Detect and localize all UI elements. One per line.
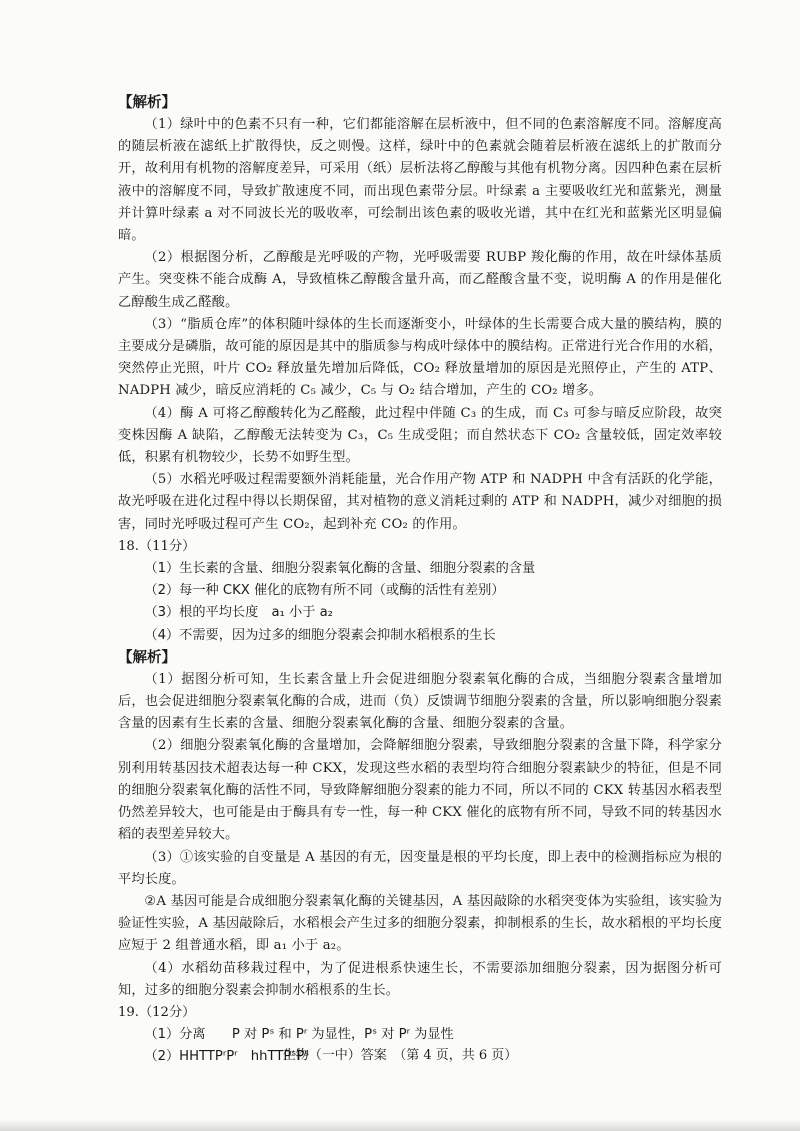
q18-analysis-paragraph-4: ②A 基因可能是合成细胞分裂素氧化酶的关键基因，A 基因敲除的水稻突变体为实验组，该实验为验证性实验，A 基因敲除后，水稻根会产生过多的细胞分裂素，抑制根系的生长，故水稻根的平均长度应短于 2 组普通水稻，即 a₁ 小于 a₂。 — [118, 893, 722, 954]
scan-edge-shadow — [0, 1119, 800, 1131]
analysis-heading: 【解析】 — [118, 95, 176, 111]
q18-answer-2: （2）每一种 CKX 催化的底物有所不同（或酶的活性有差别） — [144, 583, 505, 599]
analysis-paragraph-2: （2）根据图分析，乙醇酸是光呼吸的产物，光呼吸需要 RUBP 羧化酶的作用，故在叶绿体基质产生。突变株不能合成酶 A，导致植株乙醇酸含量升高，而乙醛酸含量不变，说明酶 A 的作用是催化乙醇酸生成乙醛酸。 — [118, 250, 722, 310]
q19-answer-1: （1）分离 P 对 Pˢ 和 Pʳ 为显性，Pˢ 对 Pʳ 为显性 — [144, 1027, 454, 1043]
q18-analysis-paragraph-3: （3）①该实验的自变量是 A 基因的有无，因变量是根的平均长度，即上表中的检测指标应为根的平均长度。 — [118, 849, 722, 887]
analysis-paragraph-1: （1）绿叶中的色素不只有一种，它们都能溶解在层析液中，但不同的色素溶解度不同。溶解度高的随层析液在滤纸上扩散得快，反之则慢。这样，绿叶中的色素就会随着层析液在滤纸上的扩散而分开，故利用有机物的溶解度差异，可采用（纸）层析法将乙醇酸与其他有机物分离。因四种色素在层析液中的溶解度不同，导致扩散速度不同，而出现色素带分层。叶绿素 a 主要吸收红光和蓝紫光，测量并计算叶绿素 a 对不同波长光的吸收率，可绘制出该色素的吸收光谱，其中在红光和蓝紫光区明显偏暗。 — [118, 117, 722, 244]
q18-analysis-heading: 【解析】 — [118, 649, 176, 666]
q18-analysis-paragraph-2: （2）细胞分裂素氧化酶的含量增加，会降解细胞分裂素，导致细胞分裂素的含量下降，科学家分别利用转基因技术超表达每一种 CKX，发现这些水稻的表型均符合细胞分裂素缺少的特征，但是不同的细胞分裂素氧化酶的活性不同，导致降解细胞分裂素的能力不同，所以不同的 CKX 转基因水稻表型仍然差异较大，也可能是由于酶具有专一性，每一种 CKX 催化的底物有所不同，导致不同的转基因水稻的表型差异较大。 — [118, 738, 722, 843]
q18-answer-3: （3）根的平均长度 a₁ 小于 a₂ — [144, 605, 333, 621]
q18-analysis-paragraph-1: （1）据图分析可知，生长素含量上升会促进细胞分裂素氧化酶的合成，当细胞分裂素含量增加后，也会促进细胞分裂素氧化酶的合成，进而（负）反馈调节细胞分裂素的含量，所以影响细胞分裂素含量的因素有生长素的含量、细胞分裂素氧化酶的含量、细胞分裂素的含量。 — [118, 671, 722, 732]
page-footer: 生物（一中）答案 （第 4 页，共 6 页） — [282, 1048, 518, 1063]
q19-answer-2: （2）HHTTPʳPʳ hhTTPˢPˢ — [144, 1049, 310, 1065]
q18-analysis-paragraph-5: （4）水稻幼苗移栽过程中，为了促进根系快速生长，不需要添加细胞分裂素，因为据图分析可知，过多的细胞分裂素会抑制水稻根系的生长。 — [118, 960, 722, 998]
question-19-number: 19.（12分） — [118, 1004, 196, 1020]
q18-answer-1: （1）生长素的含量、细胞分裂素氧化酶的含量、细胞分裂素的含量 — [144, 561, 536, 577]
analysis-paragraph-5: （5）水稻光呼吸过程需要额外消耗能量，光合作用产物 ATP 和 NADPH 中含有活跃的化学能，故光呼吸在进化过程中得以长期保留，其对植物的意义消耗过剩的 ATP 和 NADPH，减少对细胞的损害，同时光呼吸过程可产生 CO₂，起到补充 CO₂ 的作用。 — [118, 472, 722, 532]
q18-answer-4: （4）不需要，因为过多的细胞分裂素会抑制水稻根系的生长 — [144, 627, 496, 643]
question-18-number: 18.（11分） — [118, 538, 196, 554]
analysis-paragraph-3: （3）“脂质仓库”的体积随叶绿体的生长而逐渐变小，叶绿体的生长需要合成大量的膜结构，膜的主要成分是磷脂，故可能的原因是其中的脂质参与构成叶绿体中的膜结构。正常进行光合作用的水稻，突然停止光照，叶片 CO₂ 释放量先增加后降低，CO₂ 释放量增加的原因是光照停止，产生的 ATP、NADPH 减少，暗反应消耗的 C₅ 减少，C₅ 与 O₂ 结合增加，产生的 CO₂ 增多。 — [118, 316, 722, 399]
analysis-paragraph-4: （4）酶 A 可将乙醇酸转化为乙醛酸，此过程中伴随 C₃ 的生成，而 C₃ 可参与暗反应阶段，故突变株因酶 A 缺陷，乙醇酸无法转变为 C₃，C₅ 生成受阻；而自然状态下 CO₂ 含量较低，固定效率较低，积累有机物较少，长势不如野生型。 — [118, 405, 722, 466]
